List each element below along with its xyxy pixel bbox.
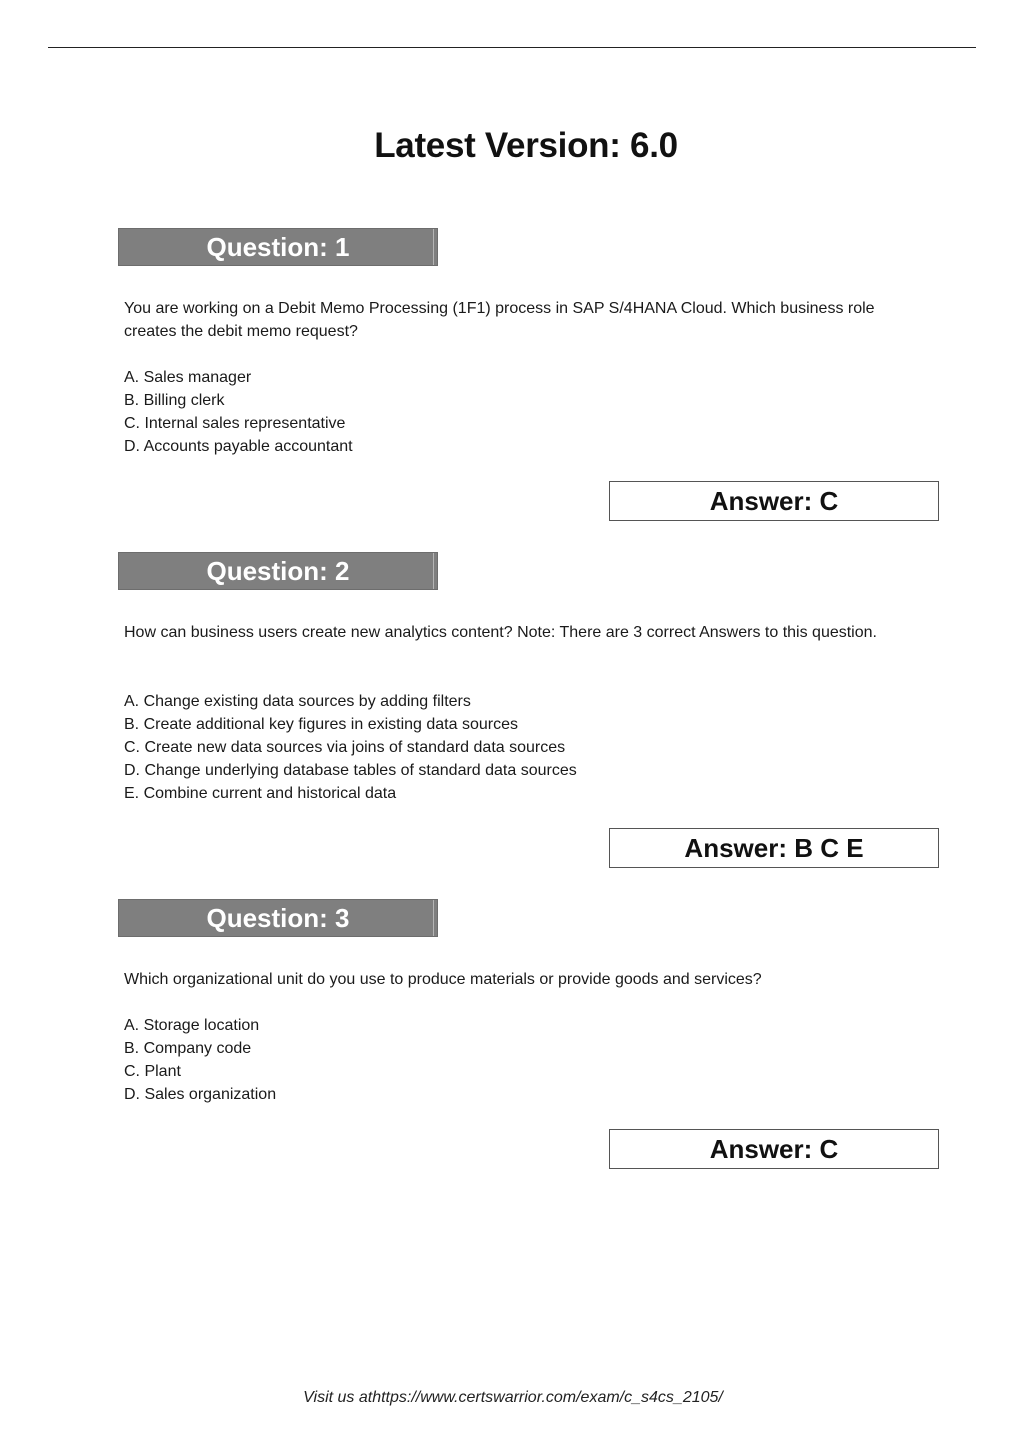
question-3-text: Which organizational unit do you use to produce materials or provide goods and services? [124, 971, 762, 988]
question-1-options [124, 366, 928, 458]
question-1-header: Question: 1 [118, 228, 438, 266]
question-2-options [124, 690, 928, 805]
question-3-header: Question: 3 [118, 899, 438, 937]
question-3-option-b: B. Company code [124, 1040, 252, 1057]
question-1-option-a: A. Sales manager [124, 369, 252, 386]
question-1-text: You are working on a Debit Memo Processing (1F1) process in SAP S/4HANA Cloud. Which business role creates the debit memo request? [124, 300, 875, 340]
question-3-options [124, 1014, 928, 1106]
question-1-option-d: D. Accounts payable accountant [124, 438, 353, 455]
question-3-option-a: A. Storage location [124, 1017, 260, 1034]
page-title: Latest Version: 6.0 [374, 126, 678, 165]
question-2-text: How can business users create new analytics content? Note: There are 3 correct Answers to this question. [124, 624, 877, 641]
question-2-header: Question: 2 [118, 552, 438, 590]
footer-website-link[interactable]: Visit us athttps://www.certswarrior.com/exam/c_s4cs_2105/ [303, 1389, 723, 1406]
question-3-option-d: D. Sales organization [124, 1086, 277, 1103]
question-1-answer: Answer: C [609, 481, 939, 521]
question-3-answer: Answer: C [609, 1129, 939, 1169]
header-divider [48, 47, 976, 48]
question-2-option-a: A. Change existing data sources by adding filters [124, 693, 471, 710]
question-1-option-c: C. Internal sales representative [124, 415, 346, 432]
question-2-option-b: B. Create additional key figures in existing data sources [124, 716, 518, 733]
question-1-option-b: B. Billing clerk [124, 392, 225, 409]
question-2-option-d: D. Change underlying database tables of standard data sources [124, 762, 577, 779]
question-2-option-c: C. Create new data sources via joins of standard data sources [124, 739, 566, 756]
question-3-option-c: C. Plant [124, 1063, 181, 1080]
question-2-option-e: E. Combine current and historical data [124, 785, 397, 802]
question-2-answer: Answer: B C E [609, 828, 939, 868]
